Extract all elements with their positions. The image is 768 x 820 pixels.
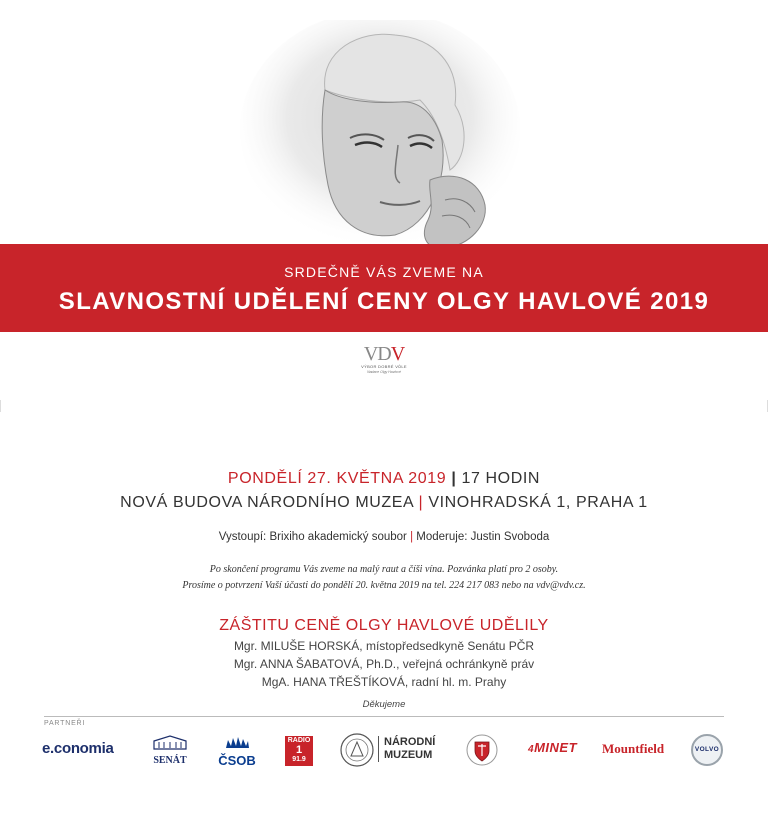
radio-logo-line2: 1 bbox=[295, 744, 303, 756]
nm-logo-line1: NÁRODNÍ bbox=[384, 736, 436, 748]
event-date: PONDĚLÍ 27. KVĚTNA 2019 bbox=[227, 470, 447, 487]
vdv-logo-line2: Nadace Olgy Havlové bbox=[367, 370, 401, 374]
minet-logo-prefix: 4 bbox=[528, 744, 535, 755]
vdv-logo-heart: V bbox=[390, 343, 405, 365]
economia-logo: e.conomia bbox=[42, 740, 114, 757]
patron-item: Mgr. MILUŠE HORSKÁ, místopředsedkyně Senátu PČR bbox=[233, 639, 535, 653]
radio1-logo bbox=[285, 736, 313, 766]
event-address: VINOHRADSKÁ 1, PRAHA 1 bbox=[428, 494, 648, 511]
vdv-logo bbox=[354, 344, 414, 380]
patron-item: MgA. HANA TŘEŠTÍKOVÁ, radní hl. m. Prahy bbox=[261, 675, 507, 689]
csob-logo-text: ČSOB bbox=[218, 753, 256, 768]
patron-item: Mgr. ANNA ŠABATOVÁ, Ph.D., veřejná ochránkyně práv bbox=[233, 657, 535, 671]
patronage-heading: ZÁŠTITU CENĚ OLGY HAVLOVÉ UDĚLILY bbox=[219, 617, 549, 634]
senat-logo-text: SENÁT bbox=[153, 755, 187, 766]
event-time: 17 HODIN bbox=[461, 470, 541, 487]
separator: | bbox=[418, 494, 424, 511]
event-venue-line bbox=[0, 494, 768, 512]
performers: Vystoupí: Brixiho akademický soubor bbox=[218, 531, 407, 543]
radio-logo-line3: 91.9 bbox=[292, 756, 306, 763]
program-line bbox=[0, 531, 768, 543]
radio-logo-line1: RADIO bbox=[287, 737, 311, 744]
reception-note: Po skončení programu Vás zveme na malý raut a číši vína. Pozvánka platí pro 2 osoby. bbox=[209, 564, 559, 575]
thanks-text: Děkujeme bbox=[362, 699, 406, 710]
minet-logo-text: MINET bbox=[534, 740, 578, 755]
title-banner bbox=[0, 244, 768, 332]
vdv-logo-letter: D bbox=[377, 343, 391, 365]
vdv-logo-mark bbox=[354, 344, 414, 364]
volvo-logo bbox=[691, 734, 723, 766]
banner-subtitle: SRDEČNĚ VÁS ZVEME NA bbox=[284, 264, 484, 280]
separator: | bbox=[410, 531, 414, 543]
portrait-illustration bbox=[230, 20, 530, 250]
minet-logo bbox=[528, 740, 577, 755]
separator: | bbox=[451, 470, 457, 487]
vdv-logo-line1: VÝBOR DOBRÉ VŮLE bbox=[361, 364, 407, 369]
partners-divider bbox=[44, 716, 724, 717]
national-museum-logo bbox=[378, 736, 435, 762]
csob-hedgehog-icon bbox=[224, 735, 250, 749]
senat-building-icon bbox=[150, 735, 190, 751]
event-date-line bbox=[0, 470, 768, 488]
partners-label: PARTNEŘI bbox=[44, 720, 86, 727]
vdv-logo-letter: V bbox=[363, 343, 378, 365]
csob-logo bbox=[216, 735, 258, 767]
banner-title: SLAVNOSTNÍ UDĚLENÍ CENY OLGY HAVLOVÉ 2019 bbox=[58, 288, 710, 315]
mountfield-logo: Mountfield bbox=[602, 741, 665, 756]
event-venue: NOVÁ BUDOVA NÁRODNÍHO MUZEA bbox=[120, 494, 414, 511]
rsvp-note: Prosíme o potvrzení Vaší účasti do pondělí 20. května 2019 na tel. 224 217 083 nebo na vdv@vdv.cz. bbox=[182, 580, 586, 591]
volvo-logo-text: VOLVO bbox=[694, 746, 720, 753]
senat-logo bbox=[148, 735, 192, 766]
prague-district-emblem-icon bbox=[466, 734, 498, 766]
moderator: Moderuje: Justin Svoboda bbox=[416, 531, 550, 543]
national-museum-seal-icon bbox=[339, 732, 375, 768]
crop-mark-left bbox=[0, 400, 1, 412]
nm-logo-line2: MUZEUM bbox=[384, 749, 433, 761]
